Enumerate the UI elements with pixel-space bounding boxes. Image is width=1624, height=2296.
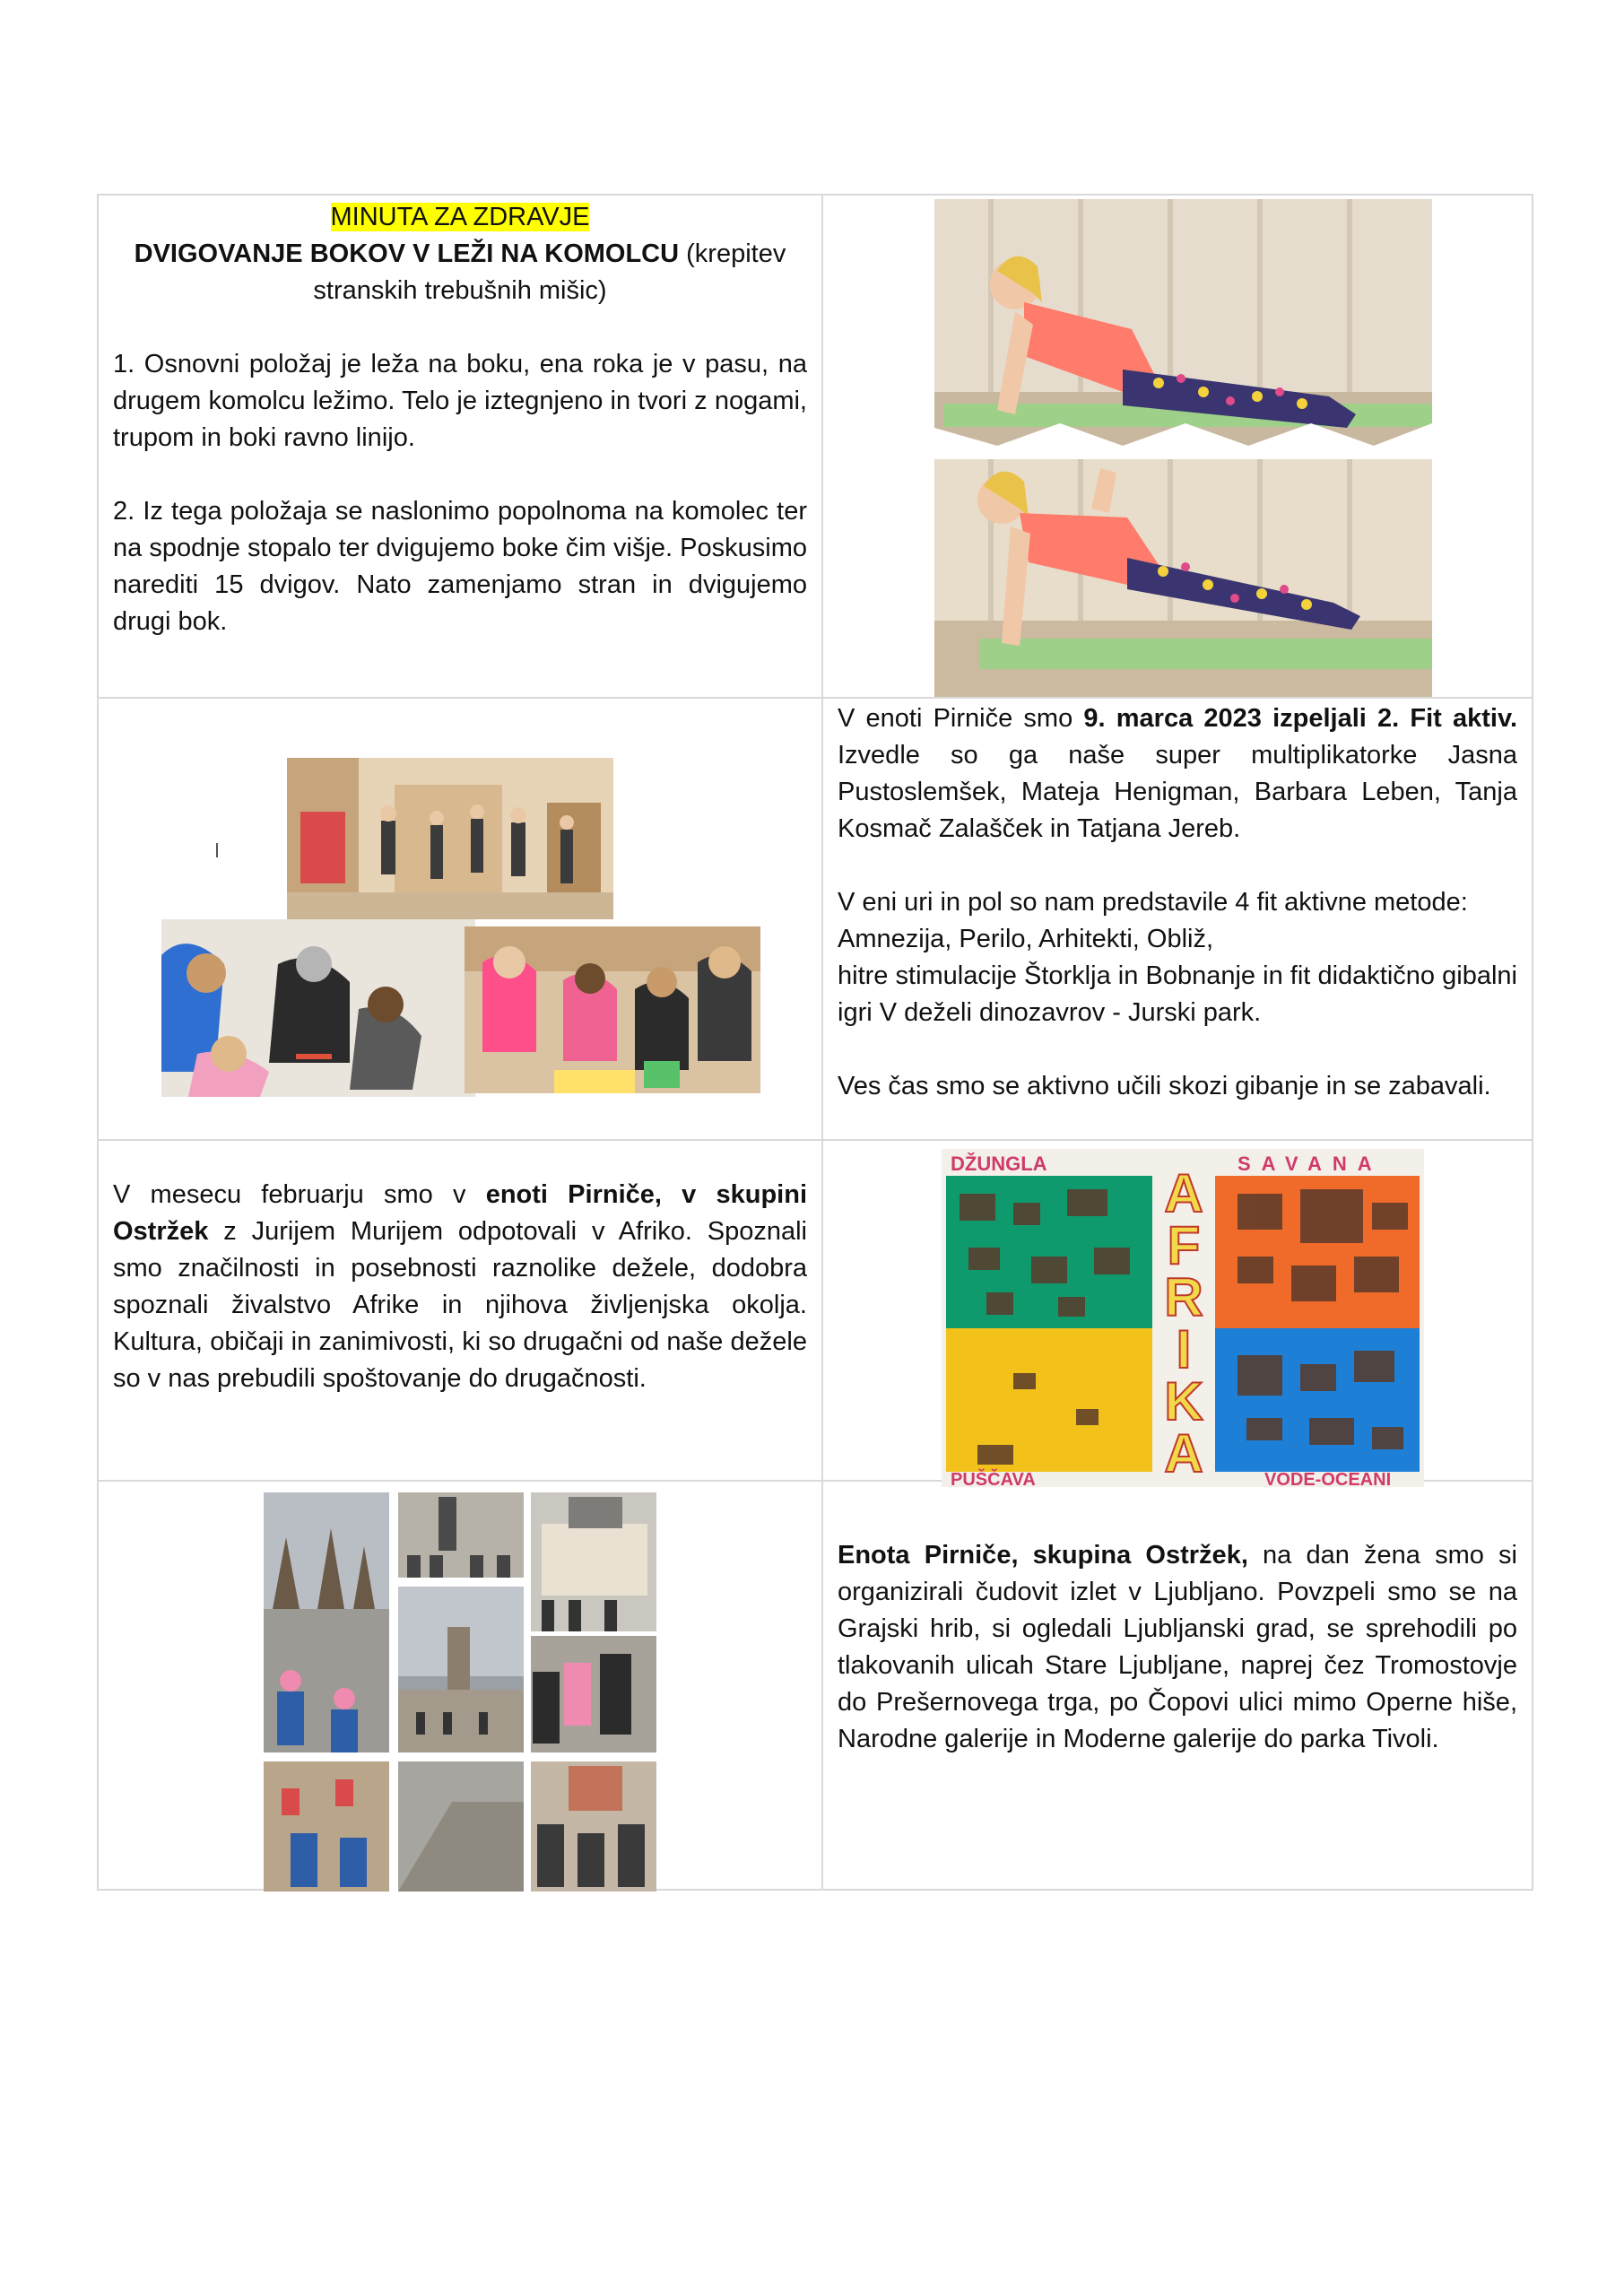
fit-paragraph-2-line1: V eni uri in pol so nam predstavile 4 fit aktivne metode:	[838, 888, 1468, 917]
poster-label-puscava: PUŠČAVA	[951, 1470, 1036, 1487]
afrika-poster	[942, 1149, 1424, 1487]
afrika-paragraph: V mesecu februarju smo v enoti Pirniče, v skupini Ostržek z Jurijem Murijem odpotovali v Afriko. Spoznali smo značilnosti in posebnosti raznolike dežele, dodobra spoznali živalstvo Afrike in njihova življenjska okolja. Kultura, običaji in zanimivosti, ki so drugačni od naše dežele so v nas prebudili spoštovanje do drugačnosti.	[113, 1180, 808, 1393]
afrika-letter: A	[1164, 1423, 1203, 1483]
fit-paragraph-2-line2: Amnezija, Perilo, Arhitekti, Obliž,	[838, 925, 1214, 953]
izlet-text-cell	[822, 1481, 1533, 1890]
poster-label-dzungla: DŽUNGLA	[951, 1152, 1047, 1175]
fit-paragraph-2-line3: hitre stimulacije Štorklja in Bobnanje in fit didaktično gibalni igri V deželi dinozavrov - Jurski park.	[838, 961, 1517, 1027]
exercise-photo	[934, 199, 1432, 697]
minuta-step-1: 1. Osnovni položaj je leža na boku, ena roka je v pasu, na drugem komolcu ležimo. Telo je iztegnjeno in tvori z nogami, trupom in boki ravno linijo.	[113, 350, 807, 452]
afrika-text-cell	[98, 1140, 822, 1481]
minuta-cell	[98, 195, 822, 698]
small-mark	[216, 843, 218, 857]
afrika-letter: A	[1164, 1163, 1203, 1223]
fit-photo-top	[287, 758, 613, 919]
fit-paragraph-1: V enoti Pirniče smo 9. marca 2023 izpeljali 2. Fit aktiv. Izvedle so ga naše super multiplikatorke Jasna Pustoslemšek, Mateja Henigman, Barbara Leben, Tanja Kosmač Zalašček in Tatjana Jereb.	[838, 704, 1518, 843]
minuta-subtitle-rest: (krepitev	[679, 239, 786, 268]
afrika-letter: K	[1164, 1371, 1203, 1431]
poster-label-vode: VODE-OCEANI	[1264, 1470, 1392, 1487]
izlet-collage	[264, 1492, 656, 1892]
minuta-title: MINUTA ZA ZDRAVJE	[330, 203, 590, 231]
izlet-paragraph: Enota Pirniče, skupina Ostržek, na dan žena smo si organizirali čudovit izlet v Ljubljano. Povzpeli smo se na Grajski hrib, si ogledali Ljubljanski grad, se sprehodili po tlakovanih ulicah Stare Ljubljane, naprej čez Tromostovje do Prešernovega trga, po Čopovi ulici mimo Operne hiše, Narodne galerije in Moderne galerije do parka Tivoli.	[838, 1541, 1517, 1753]
afrika-letter: F	[1167, 1215, 1201, 1275]
minuta-subtitle-line2: stranskih trebušnih mišic)	[313, 276, 607, 305]
fit-photo-left	[161, 919, 475, 1097]
poster-vertical-afrika	[1164, 1163, 1203, 1483]
afrika-letter: I	[1176, 1319, 1192, 1379]
side-plank-illustration	[934, 199, 1432, 697]
fit-text-cell	[822, 698, 1533, 1140]
afrika-letter: R	[1164, 1267, 1203, 1327]
minuta-subtitle: DVIGOVANJE BOKOV V LEŽI NA KOMOLCU	[134, 239, 680, 268]
minuta-step-2: 2. Iz tega položaja se naslonimo popolnoma na komolec ter na spodnje stopalo ter dvigujemo boke čim višje. Poskusimo narediti 15 dvigov. Nato zamenjamo stran in dvigujemo drugi bok.	[113, 497, 807, 636]
poster-label-savana: SAVANA	[1238, 1152, 1383, 1175]
fit-photo-right	[465, 926, 760, 1093]
fit-paragraph-3: Ves čas smo se aktivno učili skozi gibanje in se zabavali.	[838, 1072, 1491, 1100]
